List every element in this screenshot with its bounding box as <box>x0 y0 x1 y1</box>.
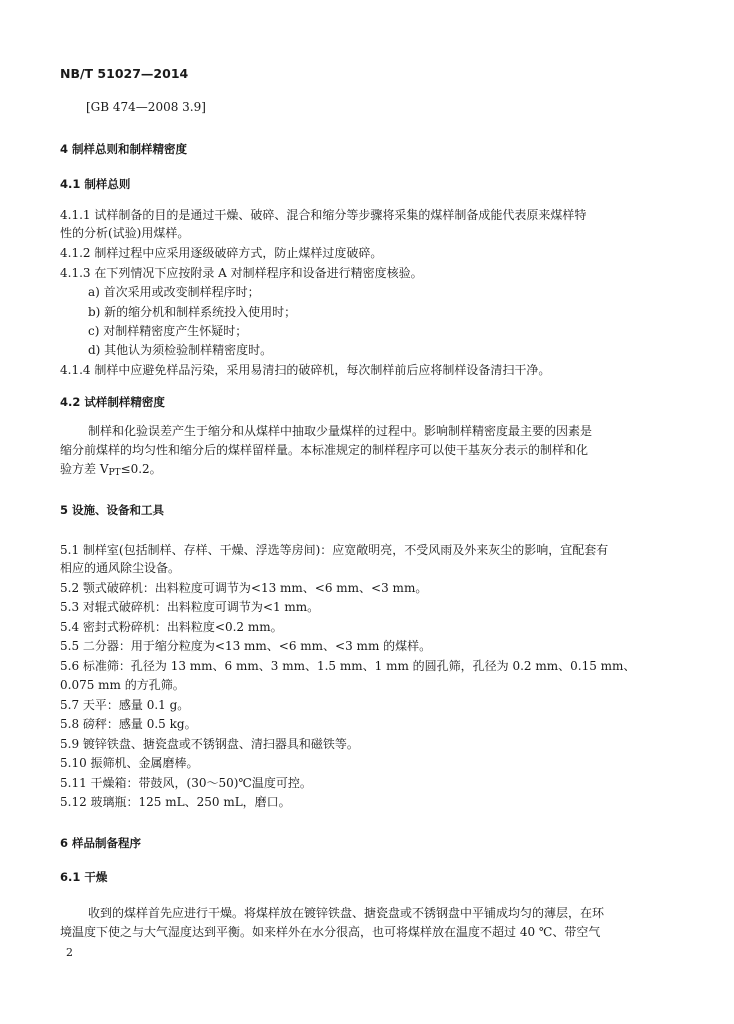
paragraph-line: 收到的煤样首先应进行干燥。将煤样放在镀锌铁盘、搪瓷盘或不锈钢盘中平铺成均匀的薄层，在环 <box>88 906 605 920</box>
section-heading: 5 设施、设备和工具 <box>60 503 165 517</box>
section-heading: 4.2 试样制样精密度 <box>60 395 165 409</box>
section-heading: 6 样品制备程序 <box>60 836 142 850</box>
clause-text: 相应的通风除尘设备。 <box>60 561 181 575</box>
reference-citation: [GB 474—2008 3.9] <box>86 100 206 114</box>
standard-number: NB/T 51027—2014 <box>60 66 189 81</box>
paragraph-line: 缩分前煤样的均匀性和缩分后的煤样留样量。本标准规定的制样程序可以使干基灰分表示的制样和化 <box>60 443 589 457</box>
paragraph-line: 境温度下使之与大气湿度达到平衡。如来样外在水分很高，也可将煤样放在温度不超过 40 ℃、带空气 <box>60 925 601 939</box>
subscript: PT <box>108 468 121 478</box>
paragraph-text: ≤0.2。 <box>120 462 162 476</box>
paragraph-line <box>60 461 162 482</box>
clause-text: 4.1.3 在下列情况下应按附录 A 对制样程序和设备进行精密度核验。 <box>60 266 423 280</box>
clause-text: 0.075 mm 的方孔筛。 <box>60 678 185 692</box>
list-item: b) 新的缩分机和制样系统投入使用时； <box>88 305 297 319</box>
clause-text: 性的分析(试验)用煤样。 <box>60 226 190 240</box>
clause-text: 5.6 标准筛：孔径为 13 mm、6 mm、3 mm、1.5 mm、1 mm 的圆孔筛，孔径为 0.2 mm、0.15 mm、 <box>60 659 636 673</box>
list-item: d) 其他认为须检验制样精密度时。 <box>88 343 273 357</box>
clause-text: 5.11 干燥箱：带鼓风，(30～50)℃温度可控。 <box>60 776 312 790</box>
clause-text: 5.4 密封式粉碎机：出料粒度<0.2 mm。 <box>60 620 283 634</box>
paragraph-text: 验方差 V <box>60 462 109 476</box>
clause-text: 5.3 对辊式破碎机：出料粒度可调节为<1 mm。 <box>60 600 320 614</box>
section-heading: 6.1 干燥 <box>60 870 108 884</box>
list-item: c) 对制样精密度产生怀疑时； <box>88 324 248 338</box>
clause-text: 5.7 天平：感量 0.1 g。 <box>60 698 190 712</box>
clause-text: 4.1.1 试样制备的目的是通过干燥、破碎、混合和缩分等步骤将采集的煤样制备成能代表原来煤样特 <box>60 208 587 222</box>
clause-text: 5.2 颚式破碎机：出料粒度可调节为<13 mm、<6 mm、<3 mm。 <box>60 581 428 595</box>
clause-text: 4.1.2 制样过程中应采用逐级破碎方式，防止煤样过度破碎。 <box>60 246 383 260</box>
section-heading: 4 制样总则和制样精密度 <box>60 142 188 156</box>
clause-text: 4.1.4 制样中应避免样品污染，采用易清扫的破碎机，每次制样前后应将制样设备清扫干净。 <box>60 363 551 377</box>
paragraph-line: 制样和化验误差产生于缩分和从煤样中抽取少量煤样的过程中。影响制样精密度最主要的因素是 <box>88 424 593 438</box>
clause-text: 5.8 磅秤：感量 0.5 kg。 <box>60 717 197 731</box>
clause-text: 5.1 制样室(包括制样、存样、干燥、浮选等房间)：应宽敞明亮，不受风雨及外来灰尘的影响，宜配套有 <box>60 543 609 557</box>
section-heading: 4.1 制样总则 <box>60 177 131 191</box>
list-item: a) 首次采用或改变制样程序时； <box>88 285 260 299</box>
clause-text: 5.5 二分器：用于缩分粒度为<13 mm、<6 mm、<3 mm 的煤样。 <box>60 639 432 653</box>
page-number: 2 <box>66 946 73 959</box>
clause-text: 5.9 镀锌铁盘、搪瓷盘或不锈钢盘、清扫器具和磁铁等。 <box>60 737 359 751</box>
clause-text: 5.10 振筛机、金属磨棒。 <box>60 756 199 770</box>
clause-text: 5.12 玻璃瓶：125 mL、250 mL，磨口。 <box>60 795 291 809</box>
